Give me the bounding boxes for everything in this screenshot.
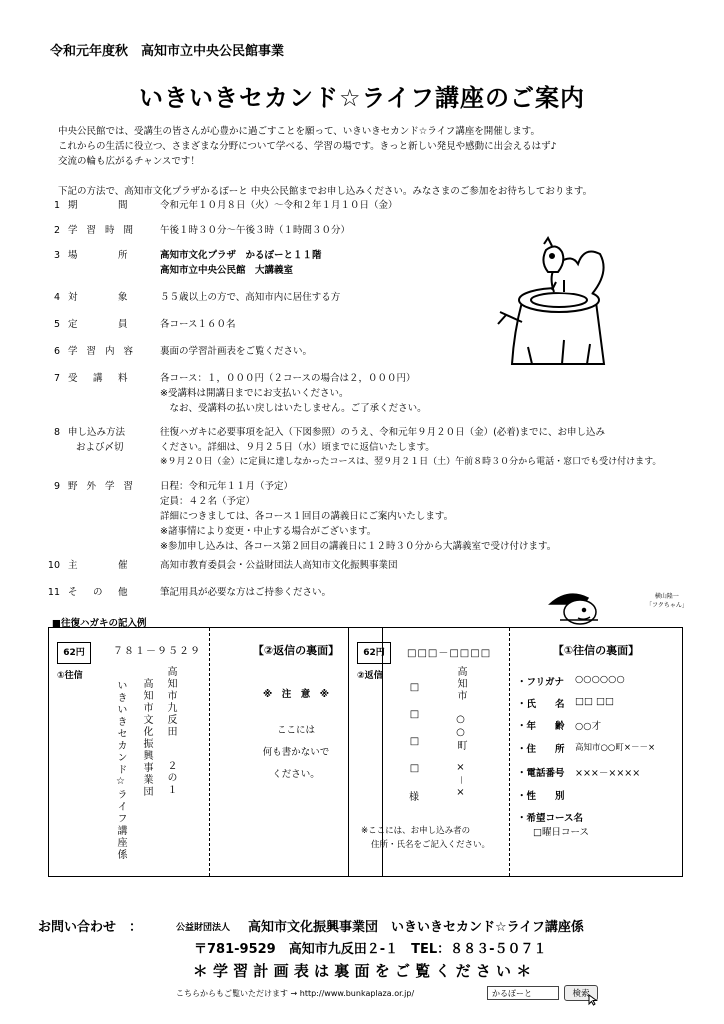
contact-org-prefix: 公益財団法人 [176,923,231,933]
notice-text: ＊ 学 習 計 画 表 は 裏 面 を ご 覧 く だ さ い ＊ [192,962,532,980]
postcard-outgoing: 62円 ①往信 ７８１－９５２９ 高知市九反田 ２の１ 高知市文化振興事業団 いきいきセカンド☆ライフ講座係 【②返信の裏面】 ※ 注 意 ※ ここには 何も書かないで ください。 [48,627,383,877]
form-row: ・氏 名 □□ □□ [517,696,614,710]
card-divider [209,628,210,876]
squirrel-stump-illustration [492,232,632,372]
search-input[interactable]: かるぽーと [487,986,559,1000]
form-row: □曜日コース [533,827,590,838]
form-row: ・年 齢 ○○才 [517,721,602,732]
web-note: こちらからもご覧いただけます → http://www.bunkaplaza.or.jp/ [176,989,415,998]
search-button[interactable]: 検索 [564,985,598,1001]
contact-org: 高知市文化振興事業団 いきいきセカンド☆ライフ講座係 [248,920,584,935]
form-row: ・性 別 [517,791,565,802]
form-row: ・希望コース名 [517,813,584,824]
cursor-icon [588,994,598,1006]
intro-line: 下記の方法で、高知市文化プラザかるぽーと 中央公民館までお申し込みください。みなさまのご参加をお待ちしております。 [58,186,593,197]
page-title: いきいきセカンド☆ライフ講座のご案内 [138,84,586,112]
dept-name: いきいきセカンド☆ライフ講座係 [115,680,126,861]
fukuchan-mascot-illustration [548,590,608,630]
card-divider [509,628,510,876]
postcard-reply: 62円 ②返信 □□□－□□□□ 高知市 ○○町 ×－× □□□□ 様 ※ここには、お申し込み者の 住所・氏名をご記入ください。 【①往信の裏面】 ・フリガナ ○○○○○○ ・氏 名 □□ □□ ・年 齢 ○○才 ・住 所 高知市○○町×－－× ・電話番号 ×××－×××× ・性 別 ・希望コース名 □曜日コース [348,627,683,877]
header-line: 令和元年度秋 高知市立中央公民館事業 [50,44,285,59]
address-line: 高知市九反田 [165,666,176,738]
zip-code: ７８１－９５２９ [113,646,201,657]
org-name: 高知市文化振興事業団 [141,678,152,798]
contact-label: お問い合わせ ： [38,920,143,935]
form-row: ・フリガナ ○○○○○○ [517,674,625,688]
intro-line: 交流の輪も広がるチャンスです！ [58,156,200,167]
address-line: ２の１ [165,760,176,796]
intro-line: これからの生活に役立つ、さまざまな分野について学べる、学習の場です。きっと新しい発見や感動に出会えるはず♪ [58,141,557,152]
intro-text [58,124,698,199]
contact-address: 〒781-9529 高知市九反田２-１ TEL：８８３-５０７１ [194,942,547,957]
form-row: ・電話番号 ×××－×××× [517,768,641,779]
form-row: ・住 所 高知市○○町×－－× [517,743,656,755]
sample-title: ■往復ハガキの記入例 [52,618,147,629]
intro-line: 中央公民館では、受講生の皆さんが心豊かに過ごすことを願って、いきいきセカンド☆ライフ講座を開催します。 [58,126,540,137]
intro-line [58,169,698,184]
stamp-box: 62円 [57,642,91,664]
note-text: ここには 何も書かないで ください。 [262,725,330,780]
stamp-box: 62円 [357,642,391,664]
zip-code: □□□－□□□□ [407,648,492,659]
name-boxes: □□□□ [409,682,420,790]
mascot-caption: 横山隆一 「フクちゃん」 [646,593,688,609]
